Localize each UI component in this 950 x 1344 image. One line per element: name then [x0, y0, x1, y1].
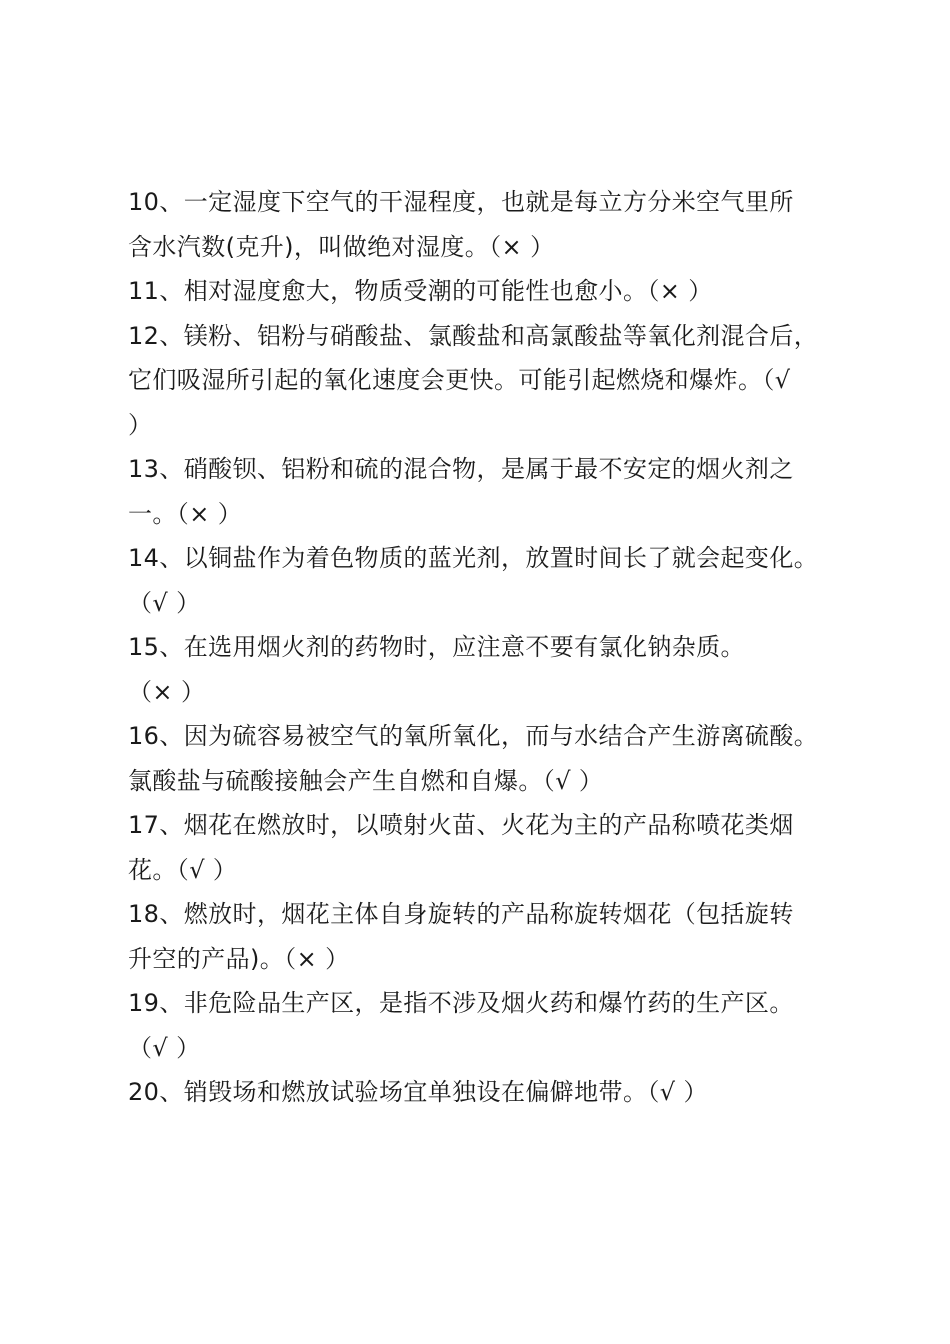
q18-line-1: 18、燃放时，烟花主体自身旋转的产品称旋转烟花（包括旋转 — [128, 900, 794, 928]
q16-line-2: 氯酸盐与硫酸接触会产生自燃和自爆。（√ ） — [128, 766, 604, 795]
q10-line-2: 含水汽数(克升)，叫做绝对湿度。（× ） — [128, 232, 555, 261]
q20-line-1: 20、销毁场和燃放试验场宜单独设在偏僻地带。（√ ） — [128, 1078, 708, 1106]
q13-line-2: 一。（× ） — [128, 499, 243, 528]
q12-line-1: 12、镁粉、铝粉与硝酸盐、氯酸盐和高氯酸盐等氧化剂混合后， — [128, 321, 819, 350]
q17-line-2: 花。（√ ） — [128, 855, 238, 884]
q19-line-1: 19、非危险品生产区，是指不涉及烟火药和爆竹药的生产区。 — [128, 989, 794, 1017]
q12-line-3: ） — [128, 410, 153, 439]
question-list — [128, 180, 848, 1115]
q16-line-1: 16、因为硫容易被空气的氧所氧化，而与水结合产生游离硫酸。 — [128, 722, 819, 750]
q14-line-1: 14、以铜盐作为着色物质的蓝光剂，放置时间长了就会起变化。 — [128, 544, 819, 572]
q14-line-2: （√ ） — [128, 588, 201, 617]
q15-line-2: （× ） — [128, 677, 206, 706]
q13-line-1: 13、硝酸钡、铝粉和硫的混合物，是属于最不安定的烟火剂之 — [128, 455, 794, 483]
q18-line-2: 升空的产品)。（× ） — [128, 944, 350, 973]
q17-line-1: 17、烟花在燃放时，以喷射火苗、火花为主的产品称喷花类烟 — [128, 811, 794, 839]
q11-line-1: 11、相对湿度愈大，物质受潮的可能性也愈小。（× ） — [128, 277, 713, 305]
q15-line-1: 15、在选用烟火剂的药物时，应注意不要有氯化钠杂质。 — [128, 633, 745, 661]
q12-line-2: 它们吸湿所引起的氧化速度会更快。可能引起燃烧和爆炸。（√ — [128, 366, 791, 394]
q19-line-2: （√ ） — [128, 1033, 201, 1062]
q10-line-1: 10、一定湿度下空气的干湿程度，也就是每立方分米空气里所 — [128, 188, 794, 216]
